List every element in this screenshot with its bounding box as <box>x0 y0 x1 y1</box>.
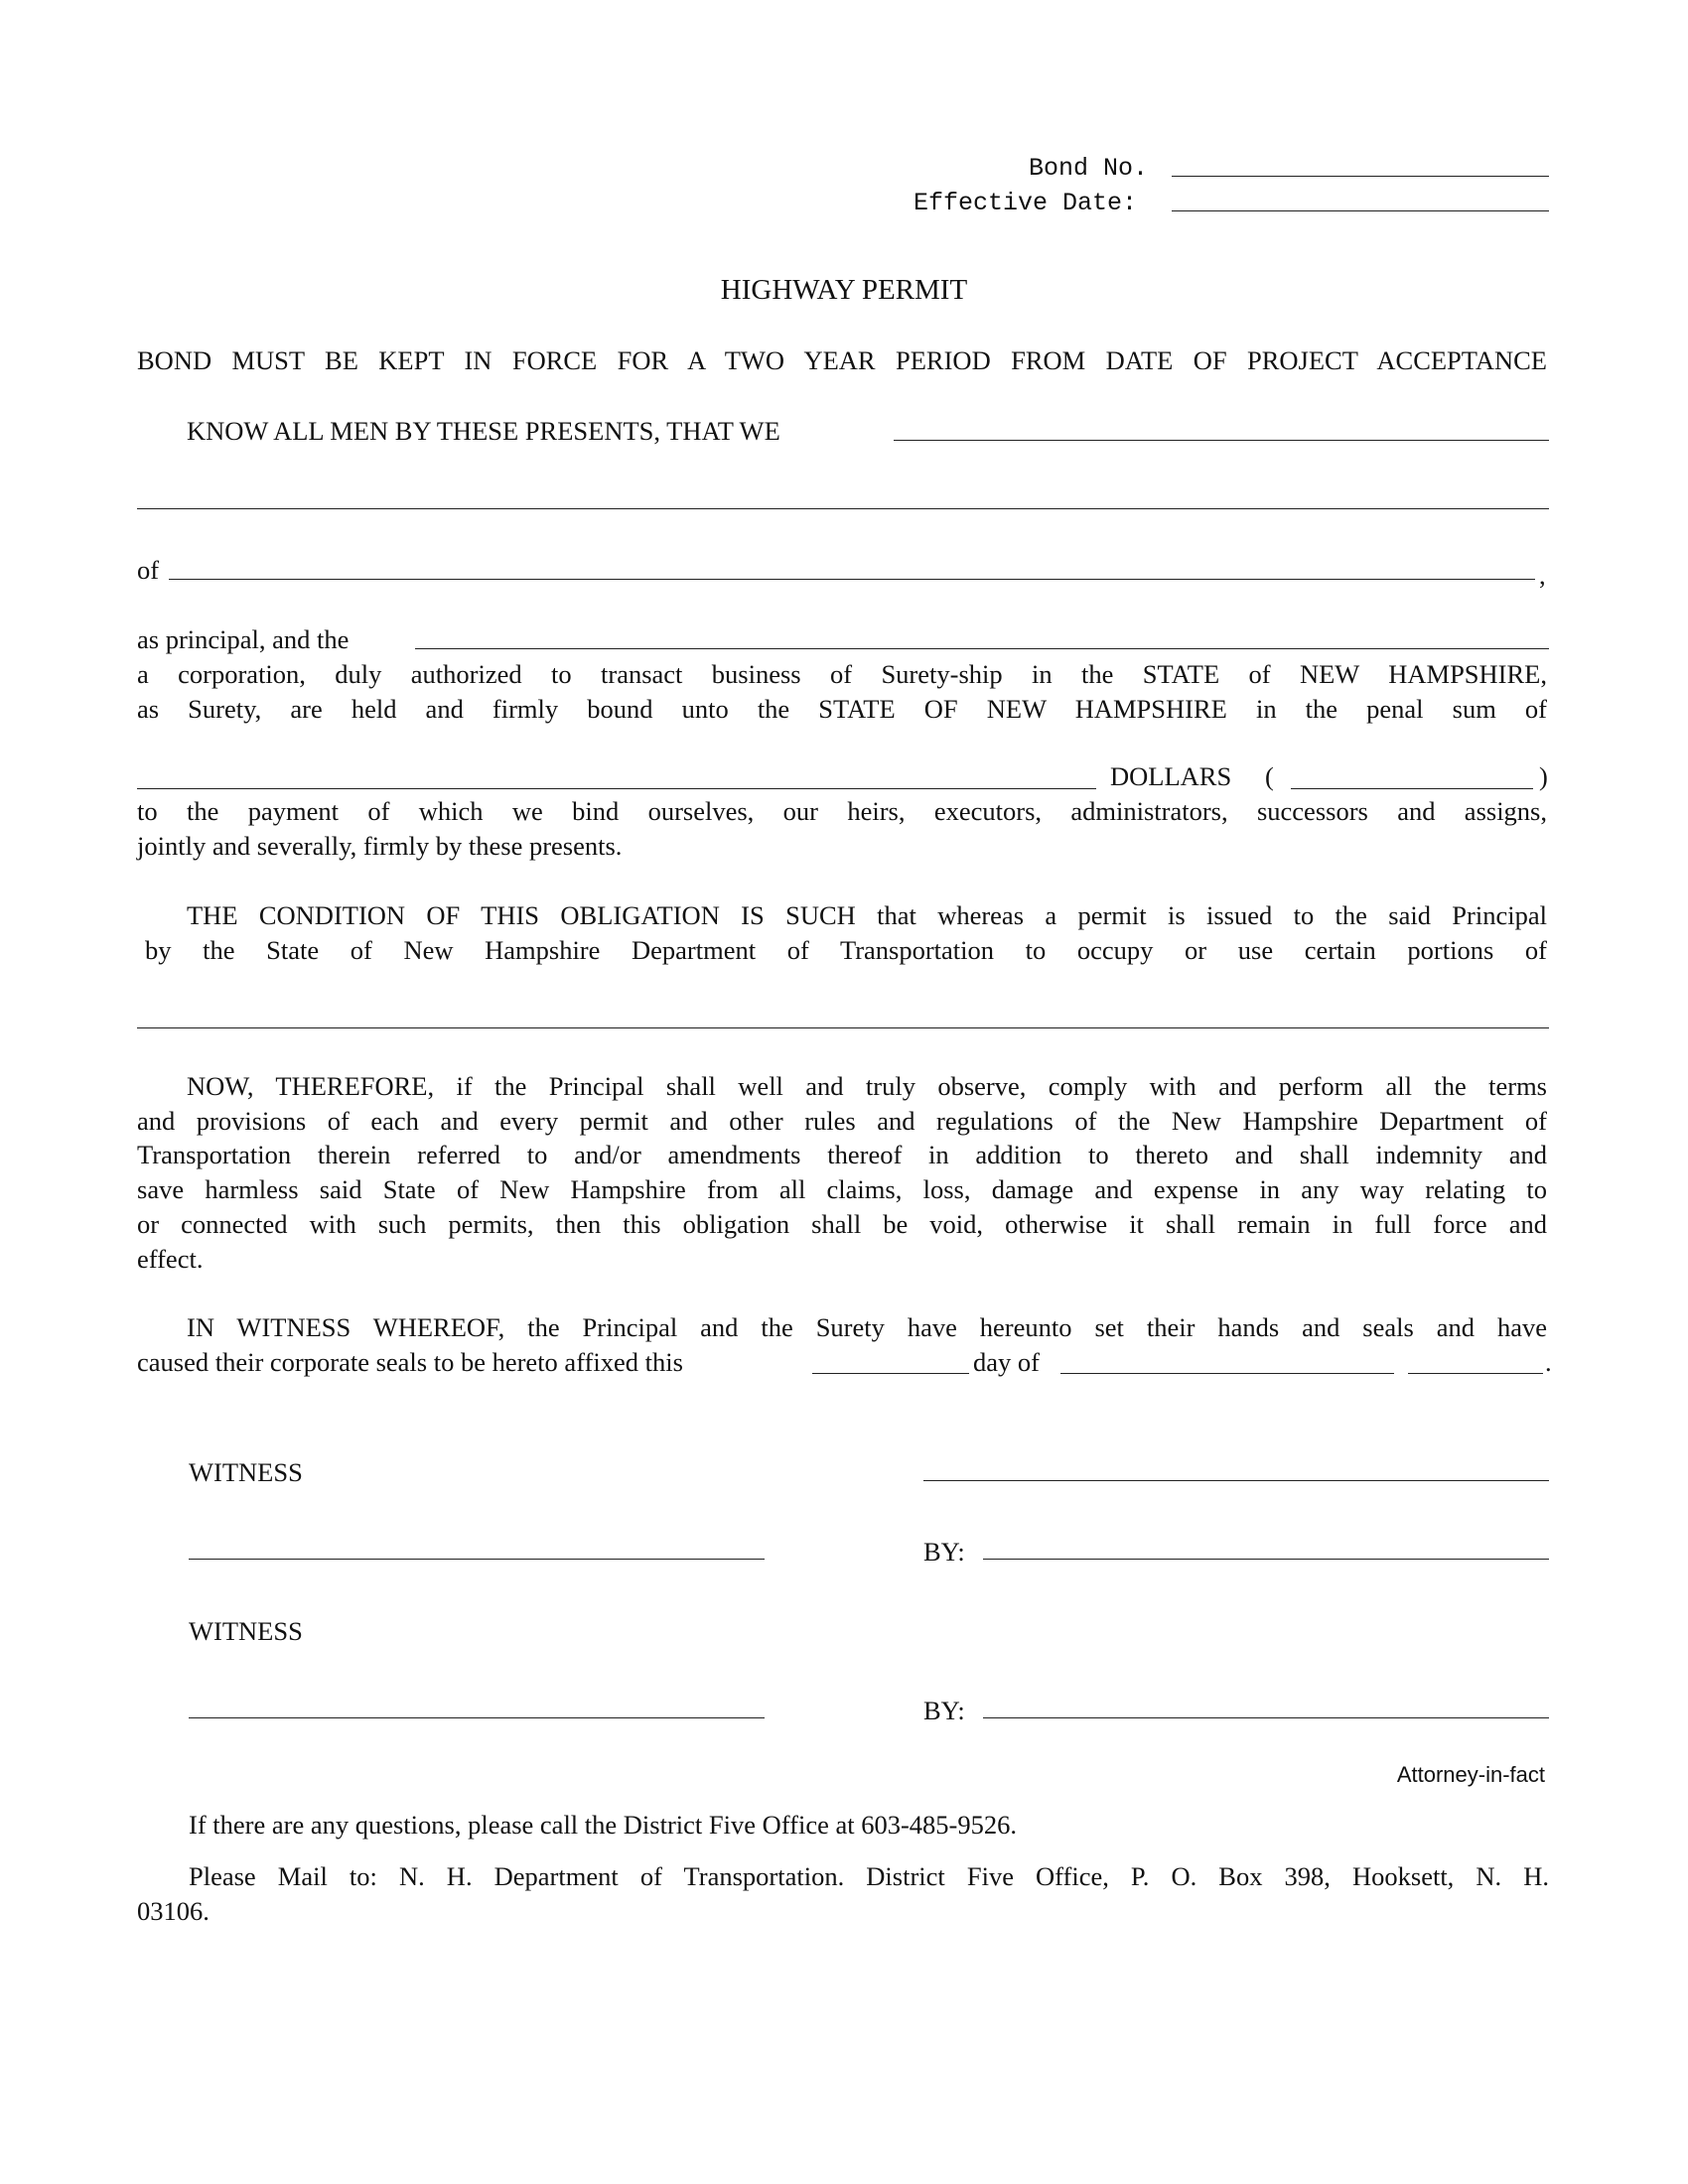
payment-line-2: jointly and severally, firmly by these presents. <box>137 831 623 861</box>
now-therefore-paragraph <box>137 1069 1547 1276</box>
now-therefore-line: and provisions of each and every permit and other rules and regulations of the New Hampshire Department of <box>137 1105 1547 1136</box>
know-all-men-text: KNOW ALL MEN BY THESE PRESENTS, THAT WE <box>187 416 780 446</box>
principal-name-field-continued[interactable] <box>137 508 1549 509</box>
dollars-label: DOLLARS <box>1110 761 1232 791</box>
witness-whereof-line-1: IN WITNESS WHEREOF, the Principal and the Surety have hereunto set their hands and seals and have <box>187 1312 1547 1342</box>
by-signature-field-1[interactable] <box>983 1559 1549 1560</box>
day-of-label: day of <box>973 1347 1040 1377</box>
corporation-line-2: as Surety, are held and firmly bound unto the STATE OF NEW HAMPSHIRE in the penal sum of <box>137 694 1547 724</box>
now-therefore-line: save harmless said State of New Hampshire from all claims, loss, damage and expense in any way relating to <box>137 1174 1547 1205</box>
questions-text: If there are any questions, please call the District Five Office at 603-485-9526. <box>189 1810 1017 1840</box>
highway-portions-field[interactable] <box>137 1027 1549 1028</box>
mail-to-line-1: Please Mail to: N. H. Department of Transportation. District Five Office, P. O. Box 398, Hooksett, N. H. <box>189 1861 1549 1891</box>
witness-whereof-line-2: caused their corporate seals to be hereto affixed this <box>137 1347 683 1377</box>
bond-no-label: Bond No. <box>1029 154 1149 183</box>
penal-sum-amount-field[interactable] <box>1291 788 1533 789</box>
month-field[interactable] <box>1060 1373 1394 1374</box>
effective-date-label: Effective Date: <box>914 189 1138 217</box>
paren-open: ( <box>1265 761 1274 791</box>
condition-line-1: THE CONDITION OF THIS OBLIGATION IS SUCH that whereas a permit is issued to the said Principal <box>187 900 1547 930</box>
by-signature-field-2[interactable] <box>983 1717 1549 1718</box>
day-field[interactable] <box>812 1373 969 1374</box>
principal-address-field[interactable] <box>169 579 1535 580</box>
by-label-2: BY: <box>923 1696 965 1725</box>
principal-name-field[interactable] <box>894 440 1549 441</box>
effective-date-field[interactable] <box>1172 210 1549 211</box>
now-therefore-line: Transportation therein referred to and/or amendments thereof in addition to thereto and shall indemnity and <box>137 1140 1547 1170</box>
by-label-1: BY: <box>923 1537 965 1567</box>
bond-no-field[interactable] <box>1172 176 1549 177</box>
condition-line-2: by the State of New Hampshire Department of Transportation to occupy or use certain portions of <box>145 935 1547 965</box>
witness-label-1: WITNESS <box>189 1457 303 1487</box>
now-therefore-line: effect. <box>137 1243 204 1274</box>
witness-signature-field-1[interactable] <box>189 1559 765 1560</box>
of-label: of <box>137 555 160 585</box>
subtitle: BOND MUST BE KEPT IN FORCE FOR A TWO YEAR PERIOD FROM DATE OF PROJECT ACCEPTANCE <box>137 345 1547 375</box>
as-principal-label: as principal, and the <box>137 624 350 654</box>
page-title: HIGHWAY PERMIT <box>720 274 968 306</box>
witness-period: . <box>1545 1347 1552 1377</box>
mail-to-line-2: 03106. <box>137 1896 210 1926</box>
corporation-line-1: a corporation, duly authorized to transact business of Surety-ship in the STATE of NEW HAMPSHIRE, <box>137 659 1547 689</box>
penal-sum-words-field[interactable] <box>137 788 1096 789</box>
witness-signature-field-2[interactable] <box>189 1717 765 1718</box>
surety-name-field[interactable] <box>415 648 1549 649</box>
address-comma: , <box>1539 560 1546 590</box>
payment-line-1: to the payment of which we bind ourselves, our heirs, executors, administrators, successors and assigns, <box>137 796 1547 826</box>
now-therefore-line: NOW, THEREFORE, if the Principal shall well and truly observe, comply with and perform all the terms <box>187 1071 1547 1101</box>
witness-label-2: WITNESS <box>189 1616 303 1646</box>
attorney-in-fact-label: Attorney-in-fact <box>1396 1762 1545 1787</box>
principal-signature-field[interactable] <box>923 1480 1549 1481</box>
paren-close: ) <box>1539 761 1548 791</box>
year-field[interactable] <box>1408 1373 1543 1374</box>
now-therefore-line: or connected with such permits, then this obligation shall be void, otherwise it shall remain in full force and <box>137 1208 1547 1239</box>
